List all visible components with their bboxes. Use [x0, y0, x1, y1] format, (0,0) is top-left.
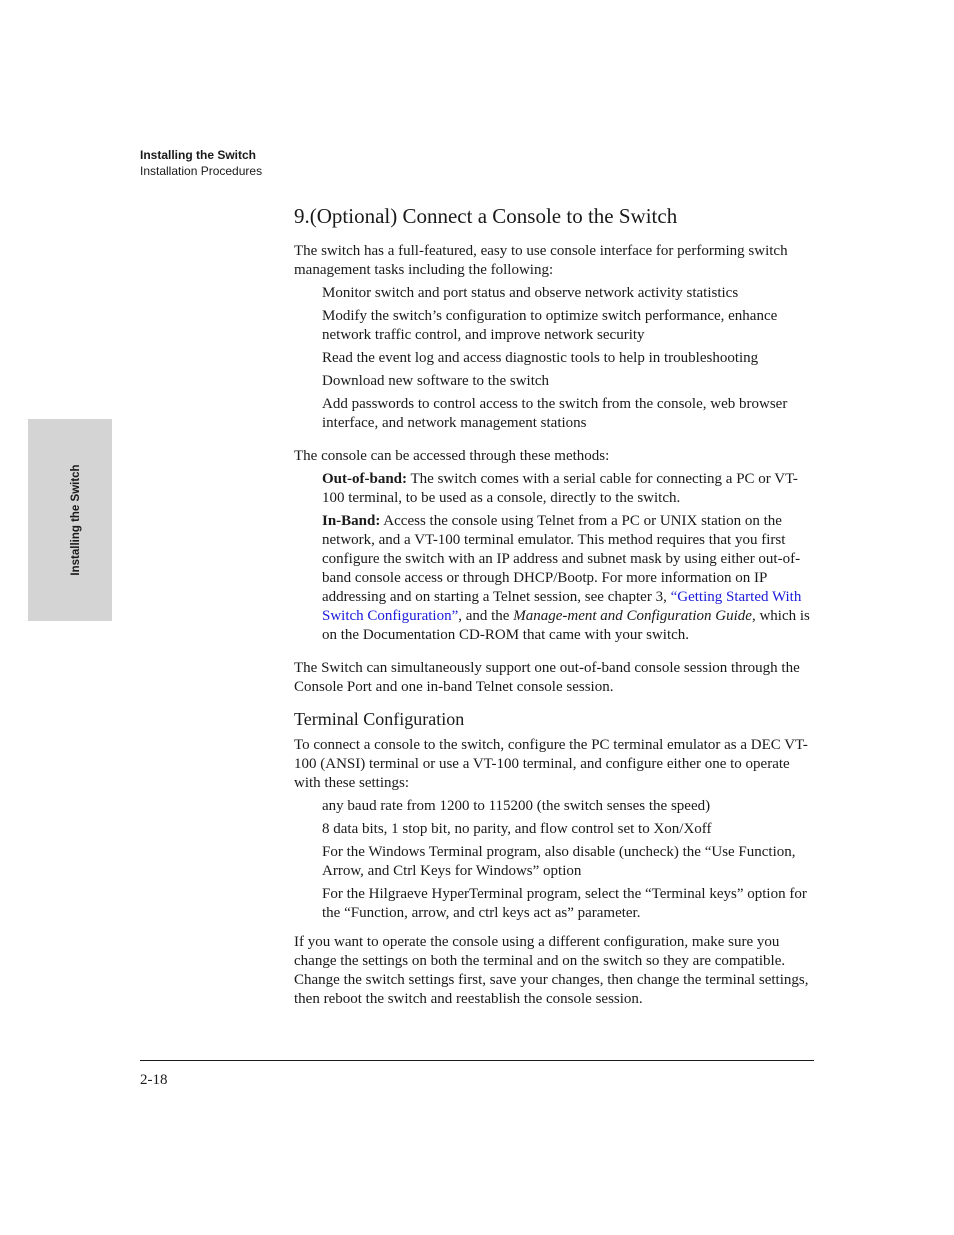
subsection-title: Terminal Configuration — [294, 709, 465, 729]
out-of-band-text: The switch comes with a serial cable for connecting a PC or VT-100 terminal, to be used as a console, directly to the switch. — [322, 471, 798, 506]
footer-rule — [140, 1060, 814, 1061]
list-item: For the Hilgraeve HyperTerminal program, select the “Terminal keys” option for the “Function, arrow, and ctrl keys act as” parameter. — [322, 886, 807, 921]
out-of-band-label: Out-of-band: — [322, 471, 408, 487]
closing-paragraph: If you want to operate the console using a different configuration, make sure you change the settings on both the terminal and on the switch so they are compatible. Change the switch settings first, save your changes, then change the terminal settings, then reboot the switch and reestablish the console session. — [294, 934, 809, 1007]
guide-title: Manage-ment and Configuration Guide — [513, 608, 752, 624]
main-content — [294, 200, 816, 1009]
in-band-method — [294, 512, 816, 645]
terminal-intro: To connect a console to the switch, configure the PC terminal emulator as a DEC VT-100 (ANSI) terminal or use a VT-100 terminal, and configure either one to operate with these settings: — [294, 737, 808, 791]
chapter-3-link[interactable]: “Getting Started With Switch Configuration” — [322, 589, 802, 624]
list-item: Read the event log and access diagnostic tools to help in troubleshooting — [322, 350, 759, 366]
page-number: 2-18 — [140, 1072, 168, 1088]
intro-paragraph: The switch has a full-featured, easy to use console interface for performing switch management tasks including the following: — [294, 243, 788, 278]
list-item: For the Windows Terminal program, also disable (uncheck) the “Use Function, Arrow, and Ctrl Keys for Windows” option — [322, 844, 796, 879]
section-title: 9.(Optional) Connect a Console to the Switch — [294, 204, 678, 228]
side-tab-label: Installing the Switch — [70, 464, 82, 576]
running-header-section: Installation Procedures — [140, 164, 263, 178]
in-band-text: Access the console using Telnet from a PC or UNIX station on the network, and a VT-100 terminal emulator. This method requires that you first configure the switch with an IP address and subnet mask by using either out-of-band console access or through DHCP/Bootp. For more information on IP addressing and on starting a Telnet session, see chapter 3, — [322, 513, 801, 605]
settings-list — [294, 797, 816, 923]
out-of-band-method — [294, 470, 816, 508]
simultaneous-paragraph: The Switch can simultaneously support one out-of-band console session through the Console Port and one in-band Telnet console session. — [294, 660, 800, 695]
list-item: Add passwords to control access to the switch from the console, web browser interface, and network management stations — [322, 396, 788, 431]
task-list — [294, 284, 816, 433]
list-item: any baud rate from 1200 to 115200 (the switch senses the speed) — [322, 798, 711, 814]
methods-intro: The console can be accessed through these methods: — [294, 448, 610, 464]
in-band-text-end: , which is on the Documentation CD-ROM that came with your switch. — [322, 608, 810, 643]
access-methods — [294, 470, 816, 645]
in-band-label: In-Band: — [322, 513, 381, 529]
in-band-text-mid: , and the — [458, 608, 510, 624]
list-item: Modify the switch’s configuration to optimize switch performance, enhance network traffic control, and improve network security — [322, 308, 778, 343]
list-item: 8 data bits, 1 stop bit, no parity, and flow control set to Xon/Xoff — [322, 821, 712, 837]
list-item: Download new software to the switch — [322, 373, 550, 389]
running-header-chapter: Installing the Switch — [140, 148, 257, 162]
list-item: Monitor switch and port status and observe network activity statistics — [322, 285, 739, 301]
